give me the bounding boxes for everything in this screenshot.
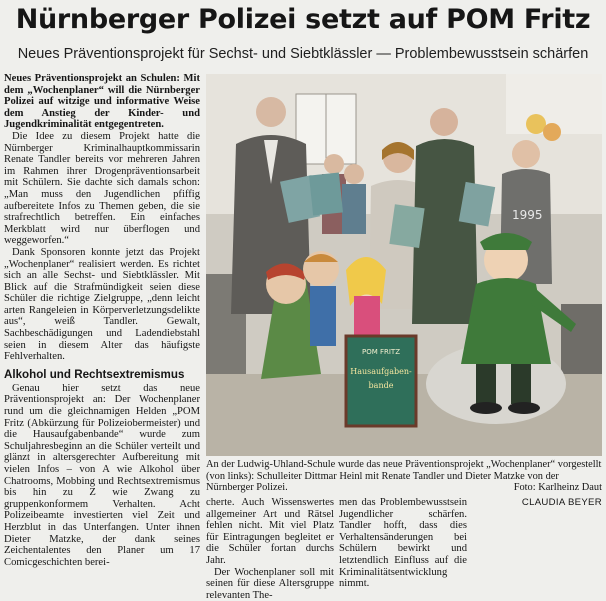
body-paragraph: Genau hier setzt das neue Präventionsprojekt an: Der Wochenplaner rund um die gleichnamigen Helden „POM Fritz (Abkürzung für Polizeiobermeister) und die Hausaufgabenbande“ wurde zum Schuljahresbeginn an die Schüler verteilt und glänzt in altersgerechter Aufbereitung mit vielen Infos – von A wie Alkohol über Chatrooms, Mobbing und Rechtsextremismus bis hin zu Z wie Zwang zu gruppenkonformem Verhalten. Acht Polizeibeamte investierten viel Zeit und Herzblut in das Unterfangen. Unter ihnen Dieter Matzke, der dank seines Zeichentalentes den Planer um 17 Comicgeschichten berei- [4, 382, 200, 568]
section-heading: Alkohol und Rechtsextremismus [4, 367, 185, 381]
lead-paragraph: Neues Präventionsprojekt an Schulen: Mit dem „Wochenplaner“ will die Nürnberger Polizei auf witzige und informative Weise dem Anstieg der Kinder- und Jugendkriminalität entgegentreten. [4, 73, 200, 131]
article-bottom-column-1 [206, 497, 334, 601]
cartoon-sign [346, 336, 416, 426]
caption-text: An der Ludwig-Uhland-Schule wurde das neue Präventionsprojekt „Wochenplaner“ vorgestellt (von links): Schulleiter Dittmar Heinl mit Renate Tandler und Dieter Matzke von der Nürnberger Polizei. [206, 459, 602, 494]
author-byline: CLAUDIA BEYER [521, 497, 602, 508]
sign-line: bande [368, 381, 394, 390]
body-paragraph: Dank Sponsoren konnte jetzt das Projekt „Wochenplaner“ realisiert werden. Es richtet sich an alle Sechst- und Siebtklässler. Mit Blick auf die Strafmündigkeit seien diese Schüler die richtige Zielgruppe, „denn leicht arten Rangeleien in Körperverletzungsdelikte aus“, weiß Tandler. Gewalt, Sachbeschädigungen und Ladendiebstahl seien in diesem Alter das häufigste Fehlverhalten. [4, 246, 200, 363]
body-paragraph: Der Wochenplaner soll mit seinen für diese Altersgruppe relevanten The- [206, 566, 334, 601]
photo-credit: Foto: Karlheinz Daut [513, 482, 602, 494]
headline: Nürnberger Polizei setzt auf POM Fritz [15, 4, 591, 35]
shirt-number: 1995 [512, 208, 543, 222]
article-bottom-column-3 [472, 497, 602, 585]
body-paragraph: men das Problembewusstsein Jugendlicher schärfen. Tandler hofft, dass dies Verhaltensänderungen bei Schülern bewirkt und letztendlich Einfluss auf die Kriminalitätsentwicklung nimmt. [339, 497, 467, 590]
sign-line: POM FRITZ [361, 348, 401, 356]
photo-caption [206, 459, 602, 494]
article-left-column [4, 73, 200, 585]
photo-illustration [206, 74, 602, 456]
body-paragraph: Die Idee zu diesem Projekt hatte die Nürnberger Kriminalhauptkommissarin Renate Tandler bereits vor mehreren Jahren im Rahmen ihrer Drogenpräventionsarbeit mit Schülern. Sie dachte sich damals schon: „Man muss den Jugendlichen pfiffig aufbereitete Infos zu Themen geben, die sie strafrechtlich betreffen. Ein einfaches Merkblatt wird nur überflogen und weggeworfen.“ [4, 130, 200, 247]
sign-line: Hausaufgaben- [350, 367, 412, 376]
article-bottom-column-2 [339, 497, 467, 590]
article-photo [206, 74, 602, 456]
subheadline: Neues Präventionsprojekt für Sechst- und Siebtklässler — Problembewusstsein schärfen [17, 46, 589, 62]
body-paragraph: cherte. Auch Wissenswertes allgemeiner Art und Rätsel fehlen nicht. Mit viel Platz für Eintragungen begleitet er die Schüler fortan durchs Jahr. [206, 497, 334, 566]
